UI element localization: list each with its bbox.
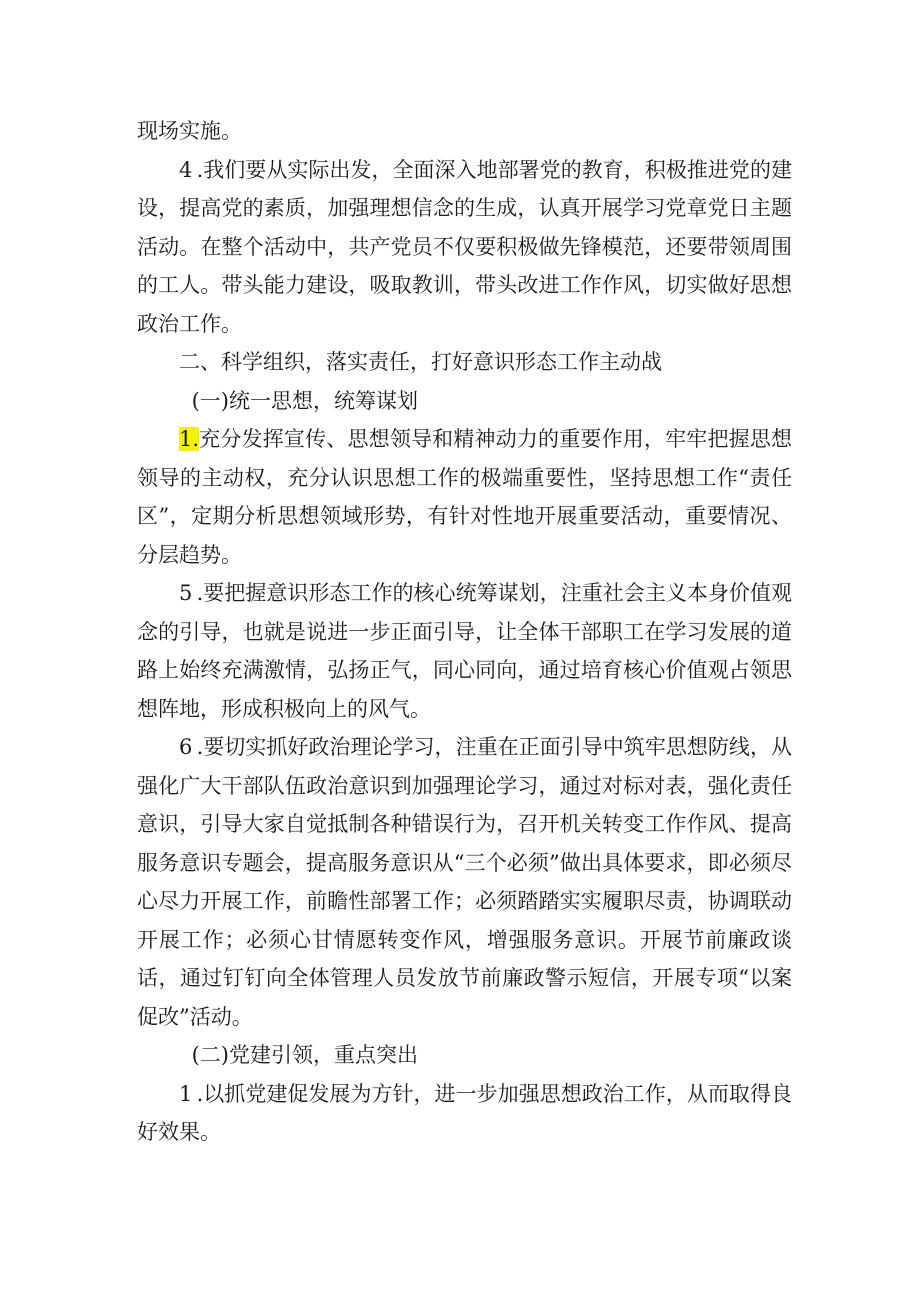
subsection-heading-2: (二)党建引领，重点突出 — [191, 1043, 418, 1067]
paragraph-text: .以抓党建促发展为方针，进一步加强思想政治工作，从而取得良好效果。 — [137, 1081, 792, 1144]
paragraph-item-1 — [137, 1075, 792, 1152]
item-number: 6 — [179, 735, 197, 759]
paragraph-text: .要切实抓好政治理论学习，注重在正面引导中筑牢思想防线，从强化广大干部队伍政治意识到加强理论学习，通过对标对表，强化责任意识，引导大家自觉抵制各种错误行为，召开机关转变工作作风、提高服务意识专题会，提高服务意识从“三个必须”做出具体要求，即必须尽心尽力开展工作，前瞻性部署工作；必须踏踏实实履职尽责，协调联动开展工作；必须心甘情愿转变作风，增强服务意识。开展节前廉政谈话，通过钉钉向全体管理人员发放节前廉政警示短信，开展专项“以案促改”活动。 — [137, 735, 792, 1029]
item-number: 5 — [179, 581, 197, 605]
paragraph-item-1-highlighted — [137, 420, 792, 574]
item-number: 4 — [179, 157, 197, 182]
highlighted-item-number: 1. — [179, 427, 200, 451]
paragraph-text: 充分发挥宣传、思想领导和精神动力的重要作用，牢牢把握思想领导的主动权，充分认识思想工作的极端重要性，坚持思想工作“责任区”，定期分析思想领域形势，有针对性地开展重要活动，重要情况、分层趋势。 — [137, 427, 792, 567]
paragraph-text: .我们要从实际出发，全面深入地部署党的教育，积极推进党的建设，提高党的素质，加强理想信念的生成，认真开展学习党章党日主题活动。在整个活动中，共产党员不仅要积极做先锋模范，还要带领周围的工人。带头能力建设，吸取教训，带头改进工作作风，切实做好思想政治工作。 — [137, 157, 792, 336]
section-heading: 二、科学组织，落实责任，打好意识形态工作主动战 — [179, 350, 662, 374]
paragraph-continuation: 现场实施。 — [137, 119, 242, 143]
item-number: 1 — [179, 1081, 197, 1106]
paragraph-item-4 — [137, 151, 792, 344]
paragraph-item-6 — [137, 728, 792, 1036]
subsection-heading-1: (一)统一思想，统筹谋划 — [191, 388, 418, 413]
paragraph-text: .要把握意识形态工作的核心统筹谋划，注重社会主义本身价值观念的引导，也就是说进一步正面引导，让全体干部职工在学习发展的道路上始终充满激情，弘扬正气，同心同向，通过培育核心价值观占领思想阵地，形成积极向上的风气。 — [137, 581, 792, 721]
paragraph-item-5 — [137, 574, 792, 728]
